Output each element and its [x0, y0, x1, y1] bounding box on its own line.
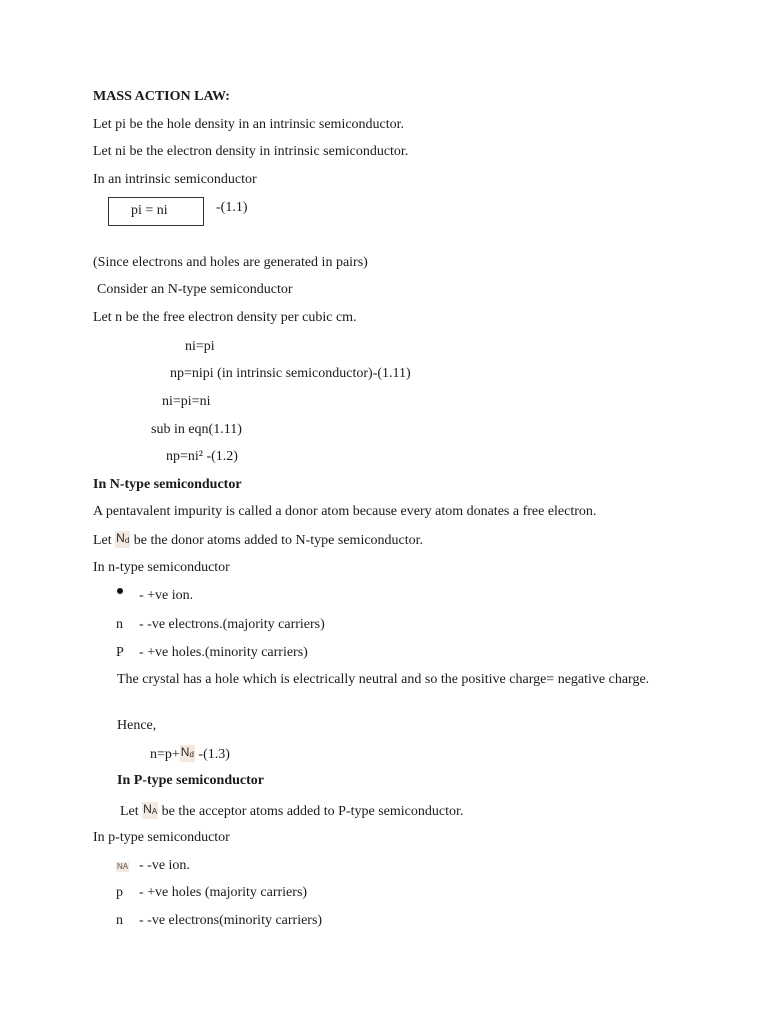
- list-item-text: - -ve electrons.(majority carriers): [139, 617, 325, 632]
- text-line: A pentavalent impurity is called a donor atom because every atom donates a free electron.: [93, 504, 597, 519]
- ptype-heading: In P-type semiconductor: [117, 773, 264, 788]
- eq-suffix: -(1.3): [198, 747, 230, 762]
- na-symbol: $N_A$: [142, 802, 158, 819]
- section-title: MASS ACTION LAW:: [93, 89, 230, 104]
- equation-line: sub in eqn(1.11): [151, 422, 242, 437]
- ntype-heading: In N-type semiconductor: [93, 477, 242, 492]
- list-item-label: [116, 857, 129, 875]
- equation-line: np=nipi (in intrinsic semiconductor)-(1.11): [170, 366, 411, 381]
- text-line: Consider an N-type semiconductor: [97, 282, 293, 297]
- na-symbol-small: NA: [117, 862, 129, 871]
- equation-line: [150, 745, 230, 764]
- equation-text: pi = ni: [131, 203, 168, 218]
- equation-line: ni=pi: [185, 339, 215, 354]
- text-line: In n-type semiconductor: [93, 560, 230, 575]
- list-item-label: P: [116, 645, 124, 660]
- equation-line: np=ni² -(1.2): [166, 449, 238, 464]
- text-line: Hence,: [117, 718, 157, 733]
- nd-symbol: $N_d$: [115, 531, 130, 548]
- list-item-text: - +ve ion.: [139, 588, 194, 603]
- list-item-label: n: [116, 913, 123, 928]
- text-line: (Since electrons and holes are generated in pairs): [93, 255, 368, 270]
- acceptor-text: be the acceptor atoms added to P-type semiconductor.: [161, 804, 464, 819]
- equation-line: ni=pi=ni: [162, 394, 211, 409]
- text-line: In an intrinsic semiconductor: [93, 172, 257, 187]
- bullet-icon: [117, 588, 123, 594]
- text-line: Let ni be the electron density in intrinsic semiconductor.: [93, 144, 409, 159]
- equation-box: [108, 197, 204, 226]
- paragraph: The crystal has a hole which is electrically neutral and so the positive charge= negative charge.: [117, 672, 650, 687]
- eq-prefix: n=p+: [150, 747, 180, 762]
- list-item-text: - -ve ion.: [139, 858, 190, 873]
- list-item-text: - +ve holes.(minority carriers): [139, 645, 308, 660]
- donor-text: be the donor atoms added to N-type semiconductor.: [133, 533, 424, 548]
- list-item-text: - +ve holes (majority carriers): [139, 885, 308, 900]
- donor-line: [93, 531, 423, 550]
- text-line: Let n be the free electron density per cubic cm.: [93, 310, 357, 325]
- text-line: In p-type semiconductor: [93, 830, 230, 845]
- equation-ref: -(1.1): [216, 200, 248, 215]
- list-item-label: p: [116, 885, 123, 900]
- acceptor-line: [120, 802, 463, 821]
- let-word: Let: [120, 804, 139, 819]
- text-line: Let pi be the hole density in an intrinsic semiconductor.: [93, 117, 405, 132]
- let-word: Let: [93, 533, 112, 548]
- nd-symbol: $N_d$: [180, 745, 195, 762]
- list-item-text: - -ve electrons(minority carriers): [139, 913, 323, 928]
- list-item-label: n: [116, 617, 123, 632]
